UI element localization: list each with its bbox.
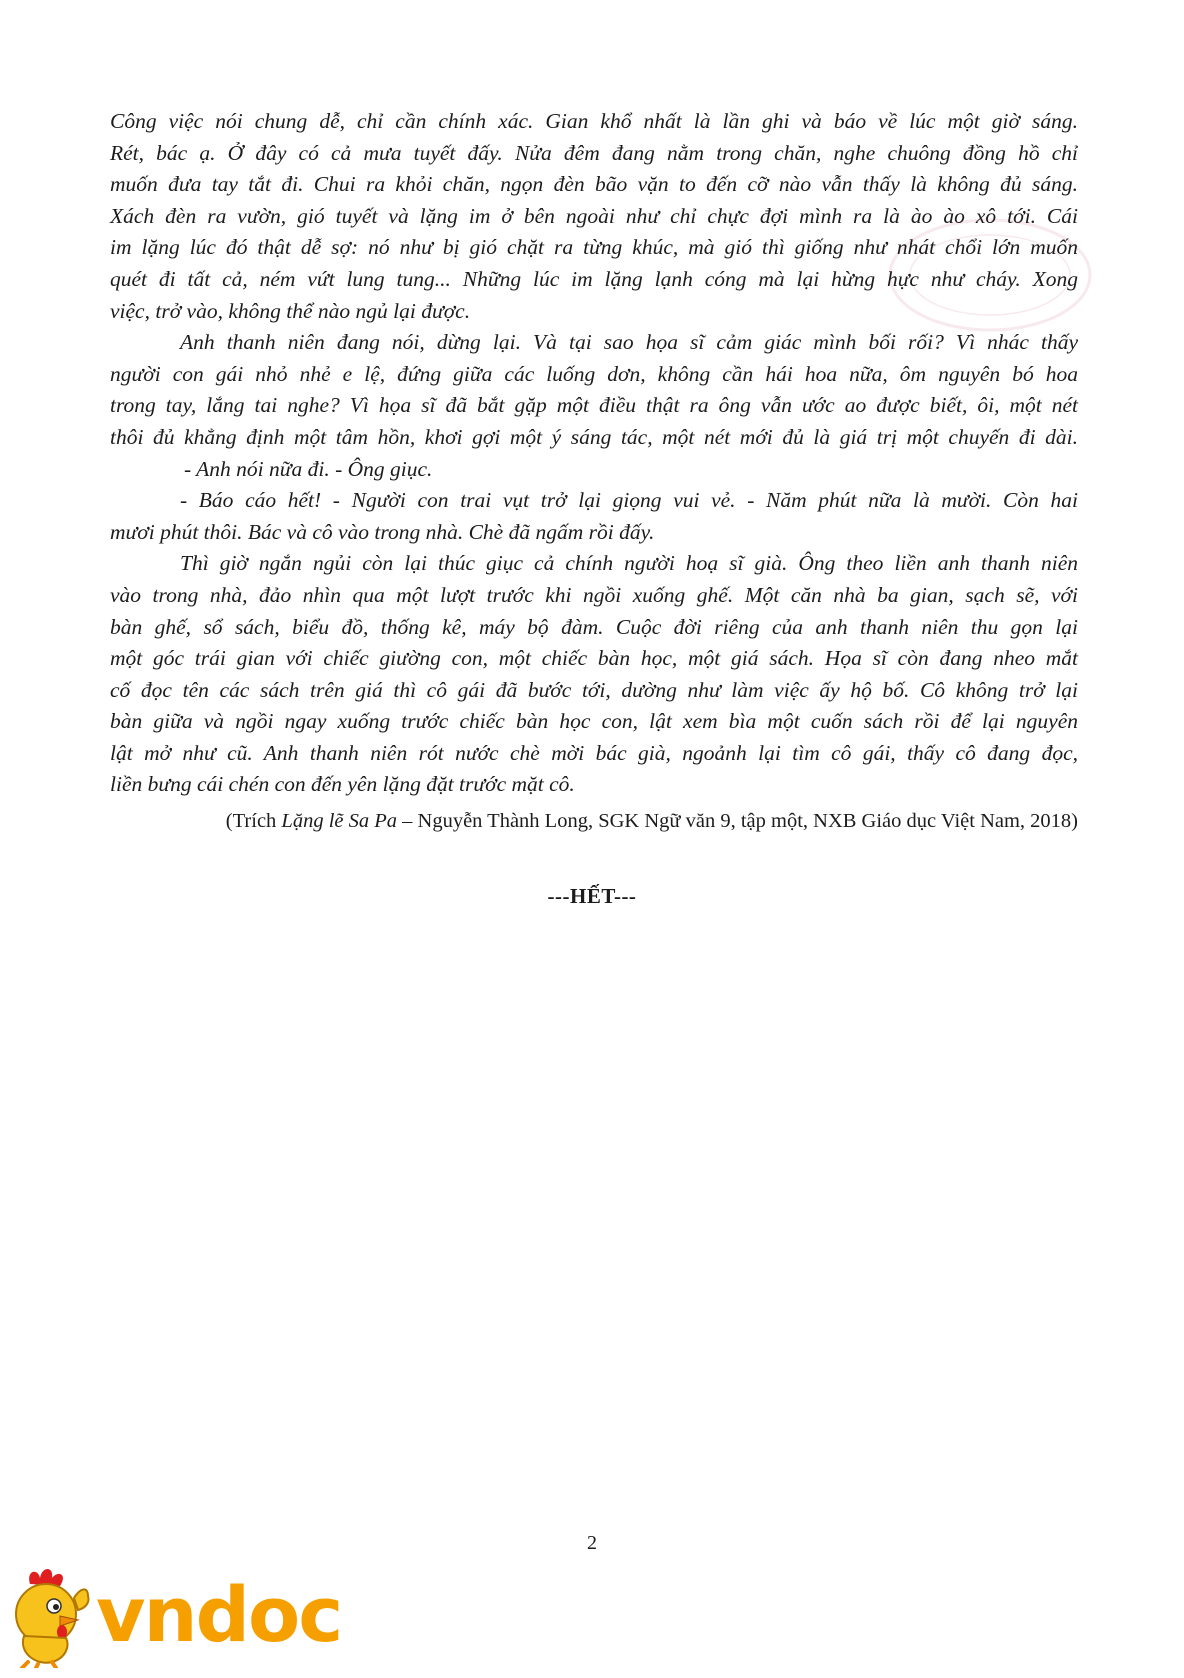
page-number: 2	[587, 1532, 597, 1554]
passage-line: Xách đèn ra vườn, gió tuyết và lặng im ở bên ngoài như chỉ chực đợi mình ra là ào ào xô tới. Cái	[110, 203, 1078, 228]
passage-line: bàn giữa và ngồi ngay xuống trước chiếc bàn học con, lật xem bìa một cuốn sách rồi để lại nguyên	[110, 709, 1078, 734]
dialogue-line: - Anh nói nữa đi. - Ông giục.	[184, 456, 433, 481]
chicken-mascot-icon	[8, 1562, 94, 1668]
source-citation	[153, 806, 1078, 836]
dialogue-line: - Báo cáo hết! - Người con trai vụt trở lại giọng vui vẻ. - Năm phút nữa là mười. Còn hai	[180, 488, 1078, 513]
end-mark: ---HẾT---	[547, 884, 637, 908]
passage-line: thôi đủ khẳng định một tâm hồn, khơi gợi một ý sáng tác, một nét mới đủ là giá trị một chuyến đi dài.	[110, 424, 1078, 449]
passage-line: việc, trở vào, không thể nào ngủ lại được.	[110, 298, 471, 323]
passage-text	[110, 106, 1078, 801]
passage-line: bàn ghế, sổ sách, biểu đồ, thống kê, máy bộ đàm. Cuộc đời riêng của anh thanh niên thu gọn lại	[110, 614, 1078, 639]
vndoc-logo	[8, 1562, 348, 1672]
passage-line: trong tay, lắng tai nghe? Vì họa sĩ đã bắt gặp một điều thật ra ông vẫn ước ao được biết, ôi, một nét	[110, 393, 1078, 418]
passage-line: cố đọc tên các sách trên giá thì cô gái đã bước tới, dường như làm việc ấy hộ bố. Cô không trở lại	[110, 677, 1078, 702]
logo-text: vndoc	[96, 1570, 342, 1659]
passage-line: mươi phút thôi. Bác và cô vào trong nhà. Chè đã ngấm rồi đấy.	[110, 519, 655, 544]
passage-line: Anh thanh niên đang nói, dừng lại. Và tại sao họa sĩ cảm giác mình bối rối? Vì nhác thấy	[180, 330, 1078, 355]
passage-line: vào trong nhà, đảo nhìn qua một lượt trước khi ngồi xuống ghế. Một căn nhà ba gian, sạch sẽ, với	[110, 582, 1078, 607]
passage-line: một góc trái gian với chiếc giường con, một chiếc bàn học, một giá sách. Họa sĩ còn đang nheo mắt	[110, 646, 1078, 671]
passage-line: im lặng lúc đó thật dễ sợ: nó như bị gió chặt ra từng khúc, mà gió thì giống như nhát chổi lớn muốn	[110, 235, 1078, 260]
citation-suffix: – Nguyễn Thành Long, SGK Ngữ văn 9, tập một, NXB Giáo dục Việt Nam, 2018)	[397, 810, 1078, 832]
citation-title: Lặng lẽ Sa Pa	[281, 810, 398, 832]
passage-line: liền bưng cái chén con đến yên lặng đặt trước mặt cô.	[110, 772, 575, 797]
passage-line: lật mở như cũ. Anh thanh niên rót nước chè mời bác già, ngoảnh lại tìm cô gái, thấy cô đang đọc,	[110, 740, 1078, 765]
passage-line: Công việc nói chung dễ, chỉ cần chính xác. Gian khổ nhất là lần ghi và báo về lúc một giờ sáng.	[110, 109, 1078, 133]
passage-line: quét đi tất cả, ném vứt lung tung... Những lúc im lặng lạnh cóng mà lại hừng hực như cháy. Xong	[110, 266, 1078, 291]
citation-prefix: (Trích	[225, 810, 282, 832]
passage-line: muốn đưa tay tắt đi. Chui ra khỏi chăn, ngọn đèn bão vặn to đến cỡ nào vẫn thấy là không đủ sáng.	[110, 172, 1078, 197]
passage-line: người con gái nhỏ nhẻ e lệ, đứng giữa các luống dơn, không cần hái hoa nữa, ôm nguyên bó hoa	[110, 361, 1078, 386]
passage-line: Rét, bác ạ. Ở đây có cả mưa tuyết đấy. Nửa đêm đang nằm trong chăn, nghe chuông đồng hồ chỉ	[110, 140, 1078, 165]
passage-line: Thì giờ ngắn ngủi còn lại thúc giục cả chính người hoạ sĩ già. Ông theo liền anh thanh niên	[180, 551, 1078, 576]
